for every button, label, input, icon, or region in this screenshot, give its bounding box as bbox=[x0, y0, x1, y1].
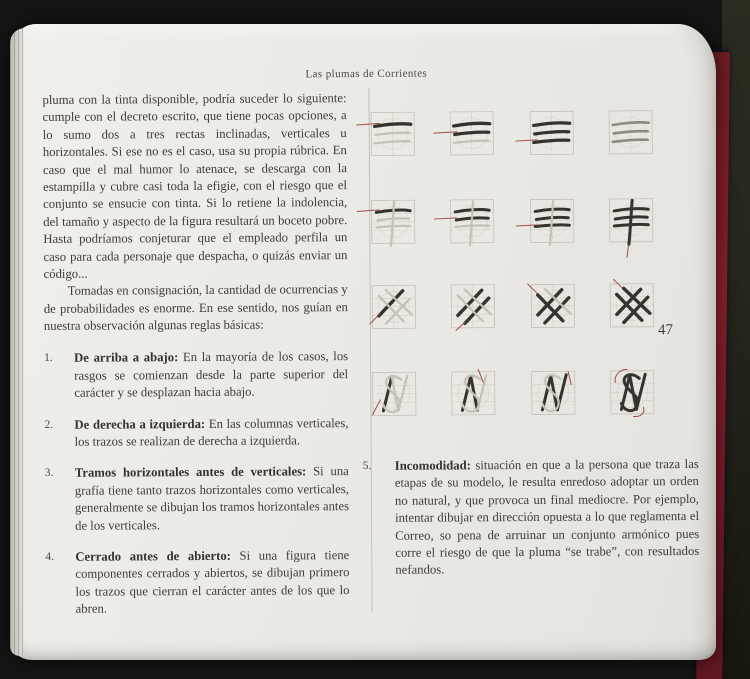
stroke-step-cell bbox=[605, 106, 657, 158]
book-page bbox=[10, 24, 716, 660]
rule-item-5 bbox=[363, 456, 700, 580]
paragraph: Tomadas en consignación, la cantidad de ocurrencias y de probabilidades es enorme. En ese sentido, nos guían en nuestra observación algunas reglas básicas: bbox=[43, 282, 348, 334]
rule-lead: De arriba a abajo: bbox=[74, 350, 179, 366]
stroke-order-grid bbox=[8, 22, 714, 26]
rule-number: 3. bbox=[44, 467, 54, 480]
rules-list bbox=[44, 349, 350, 619]
stroke-step-cell bbox=[446, 195, 498, 247]
rule-lead: De derecha a izquierda: bbox=[74, 416, 206, 432]
stroke-step-cell bbox=[447, 280, 499, 332]
rule-lead: Tramos horizontales antes de verticales: bbox=[74, 464, 307, 481]
rule-body-text: situación en que a la persona que traza las etapas de su modelo, le resulta enredoso adoptar un orden no natural, y que provoca un final mediocre. Por ejemplo, intentar dibujar en dirección opuesta a lo que reglamenta el Correo, so pena de arruinar un conjunto armónico pues corre el riesgo de que la pluma “se trabe”, con resultados nefandos. bbox=[394, 456, 700, 578]
stroke-step-cell bbox=[367, 108, 419, 160]
stroke-step-cell bbox=[605, 194, 657, 246]
page-number: 47 bbox=[657, 322, 673, 339]
rule-lead: Cerrado antes de abierto: bbox=[75, 548, 231, 564]
rule-number: 1. bbox=[44, 352, 53, 365]
rule-text bbox=[74, 415, 348, 451]
page-content bbox=[8, 22, 718, 662]
rule-number: 4. bbox=[45, 550, 54, 563]
rule-body-text: En las columnas verticales, los trazos se realizan de derecha a izquierda. bbox=[74, 415, 349, 449]
stroke-step-cell bbox=[367, 196, 419, 248]
stroke-step-cell bbox=[526, 107, 578, 159]
stroke-step-cell bbox=[446, 107, 498, 159]
rule-item bbox=[45, 464, 349, 535]
stroke-step-cell bbox=[606, 279, 658, 331]
stroke-step-cell bbox=[527, 367, 579, 419]
rule-text bbox=[74, 349, 348, 403]
paragraph: pluma con la tinta disponible, podría suceder lo siguiente: cumple con el decreto escrito, que tiene pocas opciones, a lo sumo dos a tres rectas inclinadas, verticales u horizontales. Si ese no es el caso, usa su propia rúbrica. En caso que el mal humor lo atenace, se descarga con la estampilla y cubre casi toda la efigie, con el riesgo que el conjunto se ensucie con tinta. Si lo retiene la indolencia, del tamaño y aspecto de la figura resultará un boceto pobre. Hasta podríamos conjeturar que el empleado perfila un caso para cada personaje que despacha, o quizás enviar un código... bbox=[42, 91, 348, 281]
rule-number: 2. bbox=[44, 418, 54, 431]
rule-text bbox=[395, 456, 700, 580]
rule-body-text: Si una figura tiene componentes cerrados y abiertos, se dibujan primero los trazos que cierran el carácter antes de los que lo abren. bbox=[75, 548, 350, 616]
stroke-step-cell bbox=[527, 280, 579, 332]
stroke-step-cell bbox=[368, 281, 420, 333]
rule-text bbox=[75, 547, 349, 618]
rule-text bbox=[75, 464, 349, 535]
stroke-step-cell bbox=[526, 195, 578, 247]
stroke-step-cell bbox=[606, 366, 658, 418]
rule-item bbox=[45, 547, 349, 618]
left-column bbox=[42, 90, 349, 632]
rule-item bbox=[44, 415, 348, 452]
rule-body-text: En la mayoría de los casos, los rasgos se comienzan desde la parte superior del carácter y se desplazan hacia abajo. bbox=[74, 349, 349, 401]
rule-body-text: Si una grafía tiene tanto trazos horizontales como verticales, generalmente se dibujan los tramos horizontales antes de los verticales. bbox=[74, 464, 350, 533]
rule-lead: Incomodidad: bbox=[394, 458, 471, 473]
stroke-step-cell bbox=[447, 367, 499, 419]
rule-item bbox=[44, 349, 348, 403]
running-header: Las plumas de Corrientes bbox=[305, 67, 428, 81]
stroke-step-cell bbox=[368, 368, 420, 420]
rule-number: 5. bbox=[362, 459, 372, 473]
